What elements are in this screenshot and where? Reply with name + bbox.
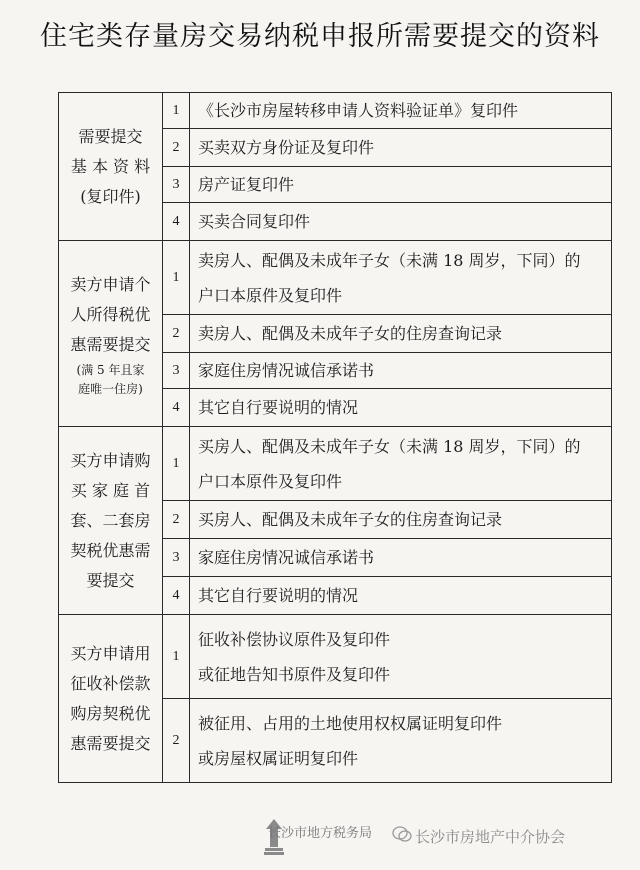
category-line: 征收补偿款 <box>70 673 151 693</box>
item-number: 3 <box>163 167 190 203</box>
item-text <box>190 129 612 167</box>
page-title: 住宅类存量房交易纳税申报所需要提交的资料 <box>40 21 600 52</box>
category-line: 买 家 庭 首 <box>70 480 151 500</box>
table-row <box>59 615 612 699</box>
item-line: 房产证复印件 <box>198 175 295 194</box>
item-number: 2 <box>163 129 190 167</box>
category-line: 买方申请用 <box>70 643 151 663</box>
item-line: 家庭住房情况诚信承诺书 <box>198 361 375 380</box>
item-number: 1 <box>163 93 190 129</box>
category-note: 庭唯一住房) <box>78 381 143 396</box>
item-line: 其它自行要说明的情况 <box>198 398 359 417</box>
item-number: 4 <box>163 389 190 427</box>
item-line: 买卖合同复印件 <box>198 212 311 231</box>
item-line: 户口本原件及复印件 <box>198 285 343 305</box>
footer-org: 长沙市地方税务局 <box>268 826 373 841</box>
category-line: 要提交 <box>86 570 135 590</box>
table-row <box>59 241 612 315</box>
category-line: 套、二套房 <box>70 510 151 530</box>
item-text <box>190 241 612 315</box>
category-note: (满 5 年且家 <box>76 362 145 377</box>
table-row <box>59 93 612 129</box>
item-text <box>190 699 612 783</box>
item-number: 4 <box>163 577 190 615</box>
category-cell <box>59 241 163 427</box>
item-number: 1 <box>163 615 190 699</box>
category-line: 需要提交 <box>78 126 143 146</box>
item-line: 家庭住房情况诚信承诺书 <box>198 548 375 567</box>
item-number: 2 <box>163 315 190 353</box>
item-number: 2 <box>163 501 190 539</box>
item-line: 《长沙市房屋转移申请人资料验证单》复印件 <box>198 101 519 120</box>
item-text <box>190 203 612 241</box>
wechat-icon <box>392 826 412 843</box>
category-cell <box>59 615 163 783</box>
category-line: 人所得税优 <box>70 304 151 324</box>
category-line: 卖方申请个 <box>70 274 151 294</box>
category-line: (复印件) <box>80 186 141 206</box>
item-number: 1 <box>163 427 190 501</box>
item-line: 买卖双方身份证及复印件 <box>198 138 375 157</box>
item-line: 买房人、配偶及未成年子女的住房查询记录 <box>198 510 503 529</box>
item-text <box>190 539 612 577</box>
category-line: 契税优惠需 <box>70 540 151 560</box>
item-line: 买房人、配偶及未成年子女（未满 18 周岁，下同）的 <box>198 436 581 456</box>
item-number: 1 <box>163 241 190 315</box>
category-line: 惠需要提交 <box>70 334 151 354</box>
item-line: 或房屋权属证明复印件 <box>198 748 359 768</box>
item-text <box>190 389 612 427</box>
item-line: 卖房人、配偶及未成年子女的住房查询记录 <box>198 324 503 343</box>
category-line: 基 本 资 料 <box>70 156 151 176</box>
materials-table <box>58 92 612 783</box>
item-text <box>190 93 612 129</box>
item-line: 户口本原件及复印件 <box>198 471 343 491</box>
category-line: 买方申请购 <box>70 450 151 470</box>
category-line: 惠需要提交 <box>70 733 151 753</box>
item-text <box>190 615 612 699</box>
item-line: 征收补偿协议原件及复印件 <box>198 629 391 649</box>
item-line: 或征地告知书原件及复印件 <box>198 664 391 684</box>
item-text <box>190 315 612 353</box>
watermark: 长沙市房地产中介协会 <box>415 828 566 846</box>
item-text <box>190 353 612 389</box>
category-line: 购房契税优 <box>70 703 151 723</box>
item-number: 3 <box>163 539 190 577</box>
table-row <box>59 427 612 501</box>
item-text <box>190 577 612 615</box>
item-number: 2 <box>163 699 190 783</box>
item-line: 卖房人、配偶及未成年子女（未满 18 周岁，下同）的 <box>198 250 581 270</box>
item-number: 3 <box>163 353 190 389</box>
item-number: 4 <box>163 203 190 241</box>
item-text <box>190 427 612 501</box>
category-cell <box>59 93 163 241</box>
item-line: 被征用、占用的土地使用权权属证明复印件 <box>198 713 503 733</box>
item-text <box>190 167 612 203</box>
item-text <box>190 501 612 539</box>
category-cell <box>59 427 163 615</box>
item-line: 其它自行要说明的情况 <box>198 586 359 605</box>
